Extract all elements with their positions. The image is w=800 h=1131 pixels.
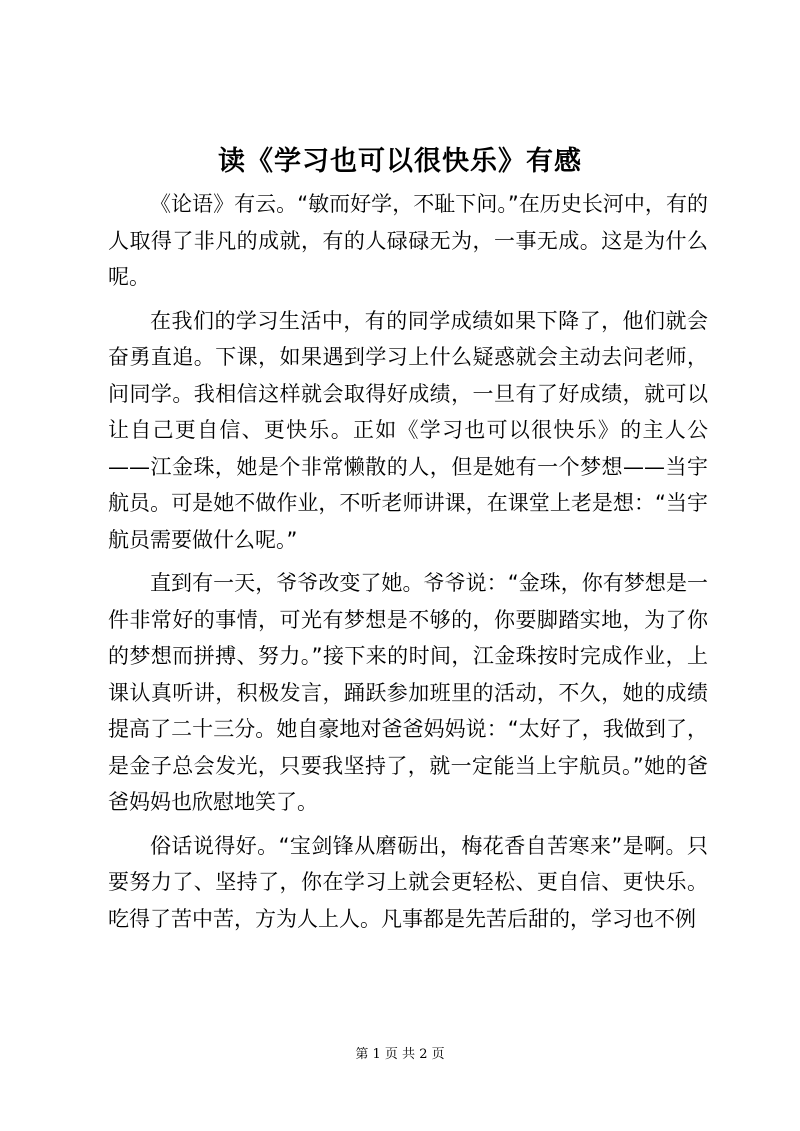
paragraph-2: 在我们的学习生活中，有的同学成绩如果下降了，他们就会奋勇直追。下课，如果遇到学习上什么疑惑就会主动去问老师，问同学。我相信这样就会取得好成绩，一旦有了好成绩，就可以让自己更自信、更快乐。正如《学习也可以很快乐》的主人公——江金珠，她是个非常懒散的人，但是她有一个梦想——当宇航员。可是她不做作业，不听老师讲课，在课堂上老是想：“当宇航员需要做什么呢。”	[108, 308, 708, 552]
document-body	[108, 186, 708, 944]
paragraph-3: 直到有一天，爷爷改变了她。爷爷说：“金珠，你有梦想是一件非常好的事情，可光有梦想是不够的，你要脚踏实地，为了你的梦想而拼搏、努力。”接下来的时间，江金珠按时完成作业，上课认真听讲，积极发言，踊跃参加班里的活动，不久，她的成绩提高了二十三分。她自豪地对爸爸妈妈说：“太好了，我做到了，是金子总会发光，只要我坚持了，就一定能当上宇航员。”她的爸爸妈妈也欣慰地笑了。	[108, 571, 708, 814]
paragraph-1: 《论语》有云。“敏而好学，不耻下问。”在历史长河中，有的人取得了非凡的成就，有的人碌碌无为，一事无成。这是为什么呢。	[108, 192, 708, 289]
page-footer: 第 1 页 共 2 页	[355, 1047, 445, 1062]
paragraph-4: 俗话说得好。“宝剑锋从磨砺出，梅花香自苦寒来”是啊。只要努力了、坚持了，你在学习上就会更轻松、更自信、更快乐。吃得了苦中苦，方为人上人。凡事都是先苦后甜的，学习也不例	[108, 833, 708, 931]
document-title: 读《学习也可以很快乐》有感	[218, 146, 582, 177]
